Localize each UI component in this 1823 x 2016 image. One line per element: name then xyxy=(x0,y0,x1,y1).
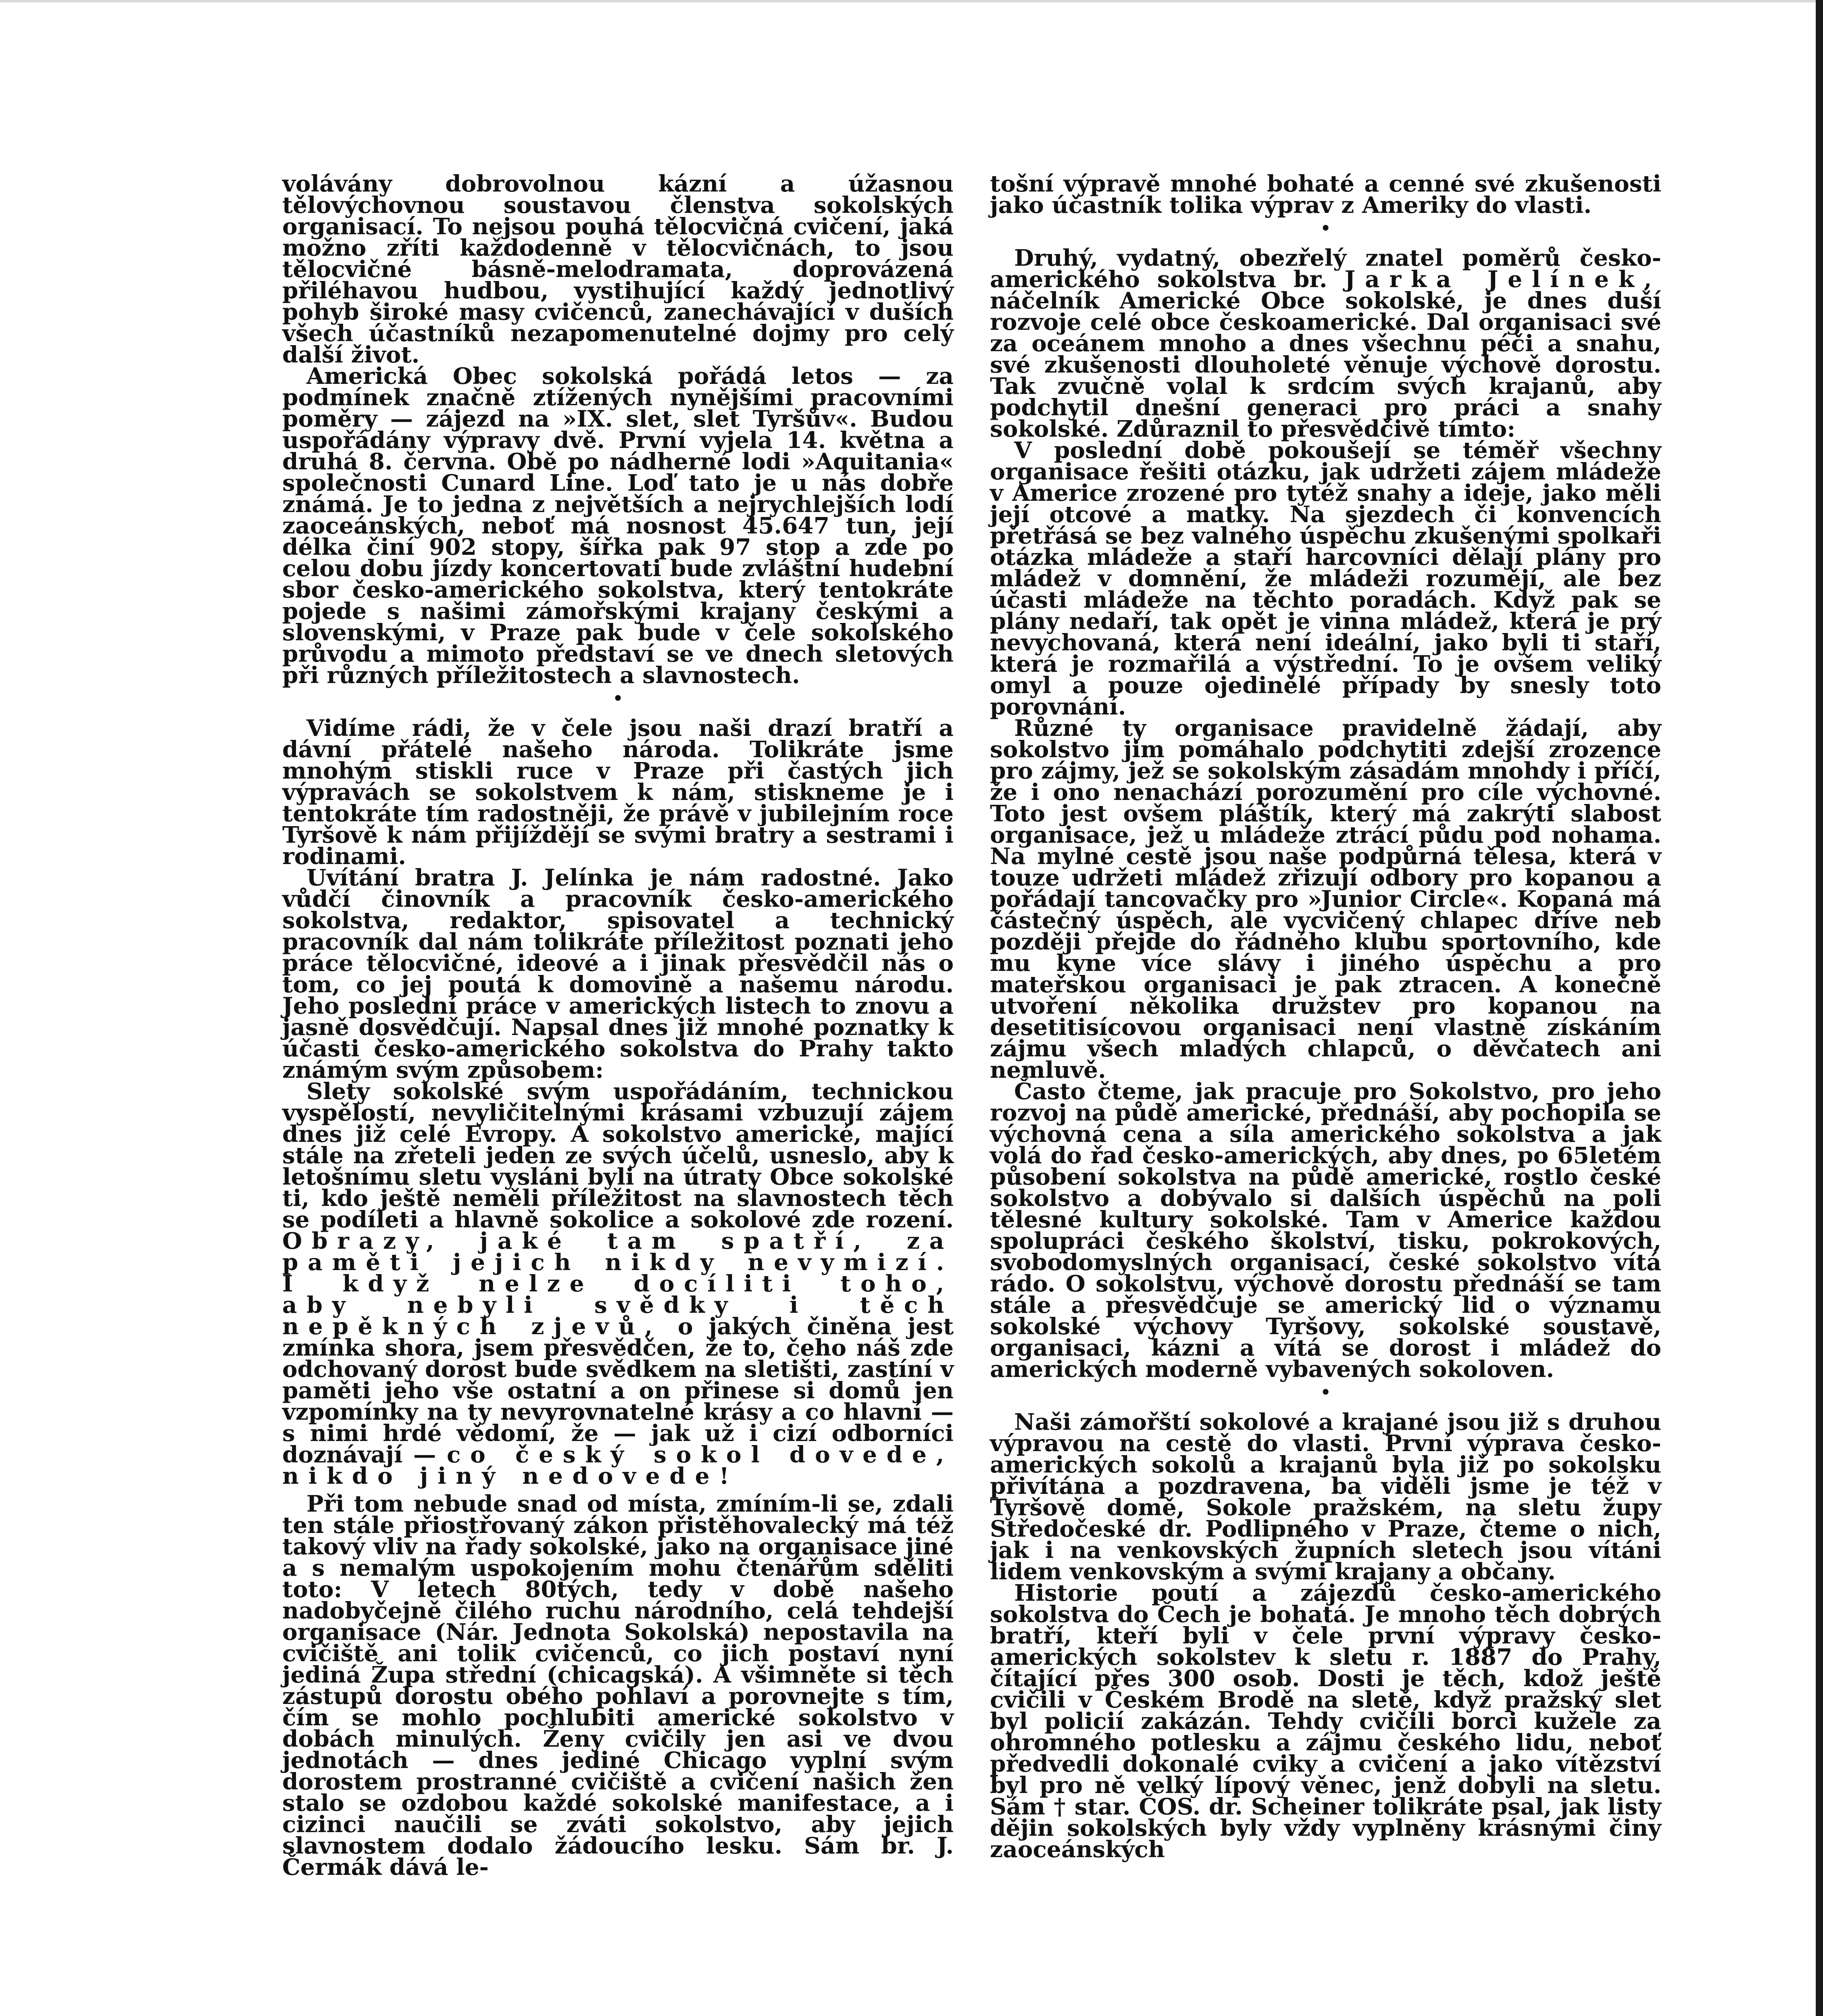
right-column xyxy=(990,171,1661,1863)
spaced-text: Obrazy, jaké tam spatří, za paměti jejich nikdy nevymizí. I když nelze docíliti toho, aby nebyli svědky i těch nepěkných zjevů, xyxy=(282,1228,954,1340)
section-separator: • xyxy=(613,689,623,708)
paragraph: Často čteme, jak pracuje pro Sokolstvo, pro jeho rozvoj na půdě americké, přednáší, aby pochopila se výchovná cena a síla amerického sokolstva a jak volá do řad česko-amerických, aby dnes, po 65letém působení sokolstva na půdě americké, rostlo české sokolstvo a dobývalo si dalších úspěchů na poli tělesné kultury sokolské. Tam v Americe každou spolupráci českého školství, tisku, pokrokových, svobodomyslných organisací, české sokolstvo vítá rádo. O sokolstvu, výchově dorostu přednáší se tam stále a přesvědčuje se americký lid o významu sokolské výchovy Tyršovy, sokolské soustavě, organisaci, kázni a vítá se dorost i mládež do amerických moderně vybavených sokoloven. xyxy=(990,1078,1661,1383)
spaced-text: co český sokol dovede, nikdo jiný nedovede! xyxy=(282,1441,954,1489)
paragraph xyxy=(990,245,1661,442)
person-name: Jarka Jelínek, xyxy=(1344,266,1661,293)
text-run: náčelník Americké Obce sokolské, je dnes duší rozvoje celé obce českoamerické. Dal organisaci své za oceánem mnoho a dnes všechnu péči a snahu, své zkušenosti dlouholeté věnuje výchově dorostu. Tak zvučně volal k srdcím svých krajanů, aby podchytil dnešní generaci pro práci a snahy sokolské. Zdůraznil to přesvědčivě tímto: xyxy=(990,287,1661,442)
text-run: Slety sokolské svým uspořádáním, technickou vyspělostí, nevyličitelnými krásami vzbuzují zájem dnes již celé Evropy. A sokolstvo americké, mající stále na zřeteli jeden ze svých účelů, usneslo, aby k letošnímu sletu vysláni byli na útraty Obce sokolské ti, kdo ještě neměli příležitost na slavnostech těch se podíleti a hlavně sokolice a sokolové zde rození. xyxy=(282,1078,954,1233)
section-separator: • xyxy=(1320,219,1331,238)
paragraph: V poslední době pokoušejí se téměř všechny organisace řešiti otázku, jak udržeti zájem mládeže v Americe zrozené pro tytéž snahy a ideje, jako měli její otcové a matky. Na sjezdech či konvencích přetřásá se bez valného úspěchu zkušenými spolkaři otázka mládeže a staří harcovníci dělají plány pro mládež v domnění, že mládeži rozumějí, ale bez účasti mládeže na těchto poradách. Když pak se plány nedaří, tak opět je vinna mládež, která je prý nevychovaná, která není ideální, jako byli ti staří, která je rozmařilá a výstřední. To je ovšem veliký omyl a pouze ojedinělé případy by snesly toto porovnání. xyxy=(990,437,1661,720)
scan-edge-right xyxy=(1816,0,1823,2016)
left-column xyxy=(282,171,954,1881)
paragraph: Uvítání bratra J. Jelínka je nám radostné. Jako vůdčí činovník a pracovník česko-amerického sokolstva, redaktor, spisovatel a technický pracovník dal nám tolikráte příležitost poznati jeho práce tělocvičné, ideové a i jinak přesvědčil nás o tom, co jej poutá k domovině a našemu národu. Jeho poslední práce v amerických listech to znovu a jasně dosvědčují. Napsal dnes již mnohé poznatky k účasti česko-amerického sokolstva do Prahy takto známým svým způsobem: xyxy=(282,864,954,1083)
text-run: Druhý, vydatný, obezřelý znatel poměrů česko-amerického sokolstva br. xyxy=(990,245,1661,293)
paragraph: Naši zámořští sokolové a krajané jsou již s druhou výpravou na cestě do vlasti. První výprava česko-amerických sokolů a krajanů byla již po sokolsku přivítána a pozdravena, ba viděli jsme je též v Tyršově domě, Sokole pražském, na sletu župy Středočeské dr. Podlipného v Praze, čteme o nich, jak i na venkovských župních sletech jsou vítáni lidem venkovským a svými krajany a občany. xyxy=(990,1409,1661,1585)
scan-edge-top xyxy=(0,0,1823,2)
paragraph: volávány dobrovolnou kázní a úžasnou tělovýchovnou soustavou členstva sokolských organisací. To nejsou pouhá tělocvičná cvičení, jaká možno zříti každodenně v tělocvičnách, to jsou tělocvičné básně-melodramata, doprovázená přiléhavou hudbou, vystihující každý jednotlivý pohyb široké masy cvičenců, zanechávající v duších všech účastníků nezapomenutelné dojmy pro celý další život. xyxy=(282,171,954,368)
paragraph: Historie poutí a zájezdů česko-amerického sokolstva do Čech je bohatá. Je mnoho těch dobrých bratří, kteří byli v čele první výpravy česko-amerických sokolstev k sletu r. 1887 do Prahy, čítající přes 300 osob. Dosti je těch, kdož ještě cvičili v Českém Brodě na sletě, když pražský slet byl policií zakázán. Tehdy cvičili borci kužele za ohromného potlesku a zájmu českého lidu, neboť předvedli dokonalé cviky a cvičení a jako vítězství byl pro ně velký lípový věnec, jenž dobyli na sletu. Sám † star. ČOS. dr. Scheiner tolikráte psal, jak listy dějin sokolských byly vždy vyplněny krásnými činy zaoceánských xyxy=(990,1580,1661,1863)
quoted-paragraph xyxy=(282,1078,954,1489)
section-separator: • xyxy=(1320,1383,1331,1402)
text-run: o jakých činěna jest zmínka shora, jsem přesvědčen, že to, čeho náš zde odchovaný dorost bude svědkem na sletišti, zastíní v paměti jeho vše ostatní a on přinese si domů jen vzpomínky na ty nevyrovnatelné krásy a co hlavní — s nimi hrdé vědomí, že — jak už i cizí odborníci doznávají — xyxy=(282,1313,954,1468)
paragraph: Americká Obec sokolská pořádá letos — za podmínek značně ztížených nynějšími pracovními poměry — zájezd na »IX. slet, slet Tyršův«. Budou uspořádány výpravy dvě. První vyjela 14. května a druhá 8. června. Obě po nádherné lodi »Aquitania« společnosti Cunard Line. Loď tato je u nás dobře známá. Je to jedna z největších a nejrychlejších lodí zaoceánských, neboť má nosnost 45.647 tun, její délka činí 902 stopy, šířka pak 97 stop a zde po celou dobu jízdy koncertovati bude zvláštní hudební sbor česko-amerického sokolstva, který tentokráte pojede s našimi zámořskými krajany českými a slovenskými, v Praze pak bude v čele sokolského průvodu a mimoto představí se ve dnech sletových při různých příležitostech a slavnostech. xyxy=(282,363,954,689)
paragraph: tošní výpravě mnohé bohaté a cenné své zkušenosti jako účastník tolika výprav z Ameriky do vlasti. xyxy=(990,171,1661,219)
paragraph: Vidíme rádi, že v čele jsou naši drazí bratří a dávní přátelé našeho národa. Tolikráte jsme mnohým stiskli ruce v Praze při častých jich výpravách se sokolstvem k nám, stiskneme je i tentokráte tím radostněji, že právě v jubilejním roce Tyršově k nám přijíždějí se svými bratry a sestrami i rodinami. xyxy=(282,715,954,870)
paragraph: Různé ty organisace pravidelně žádají, aby sokolstvo jim pomáhalo podchytiti zdejší zrozence pro zájmy, jež se sokolským zásadám mnohdy i příčí, že i ono nenachází porozumění pro cíle výchovné. Toto jest ovšem pláštík, který má zakrýti slabost organisace, jež u mládeže ztrácí půdu pod nohama. Na mylné cestě jsou naše podpůrná tělesa, která v touze udržeti mládež zřizují odbory pro kopanou a pořádají tancovačky pro »Junior Circle«. Kopaná má částečný úspěch, ale vycvičený chlapec dříve neb později přejde do řádného klubu sportovního, kde mu kyne více slávy i jiného úspěchu a pro mateřskou organisaci je pak ztracen. A konečně utvoření několika družstev pro kopanou na desetitisícovou organisaci není vlastně získáním zájmu všech mladých chlapců, o děvčatech ani nemluvě. xyxy=(990,715,1661,1083)
paragraph: Při tom nebude snad od místa, zmíním-li se, zdali ten stále přiostřovaný zákon přistěhovalecký má též takový vliv na řady sokolské, jako na organisace jiné a s nemalým uspokojením mohu čtenářům sděliti toto: V letech 80tých, tedy v době našeho nadobyčejně čilého ruchu národního, celá tehdejší organisace (Nár. Jednota Sokolská) nepostavila na cvičiště ani tolik cvičenců, co jich postaví nyní jediná Župa střední (chicagská). A všimněte si těch zástupů dorostu obého pohlaví a porovnejte s tím, čím se mohlo pochlubiti americké sokolstvo v dobách minulých. Ženy cvičily jen asi ve dvou jednotách — dnes jediné Chicago vyplní svým dorostem prostranné cvičiště a cvičení našich žen stalo se ozdobou každé sokolské manifestace, a i cizinci naučili se zváti sokolstvo, aby jejich slavnostem dodalo žádoucího lesku. Sám br. J. Čermák dává le- xyxy=(282,1491,954,1881)
